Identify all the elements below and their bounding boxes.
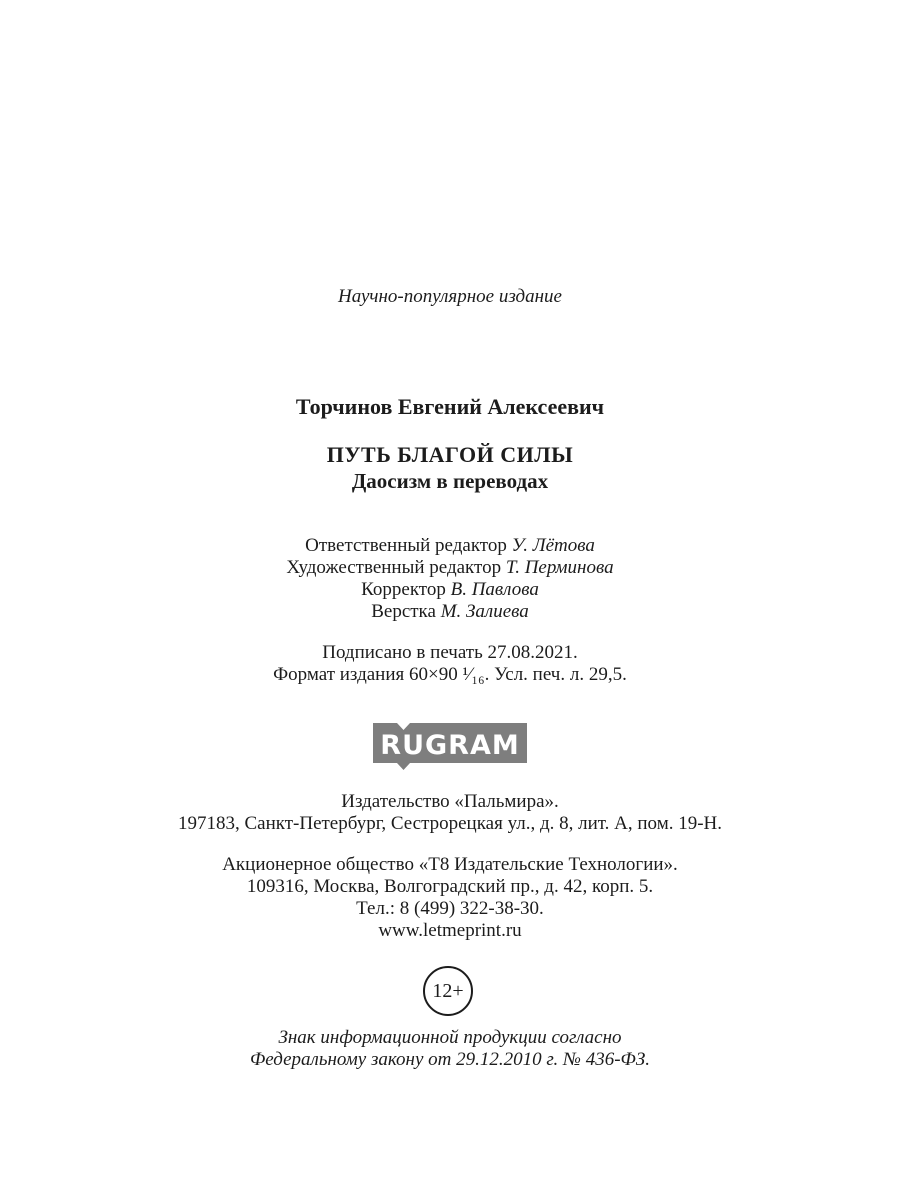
rugram-logo-graphic — [373, 721, 527, 770]
age-rating-badge: 12+ — [423, 966, 473, 1016]
book-subtitle: Даосизм в переводах — [351, 469, 549, 493]
staff-line-layout — [0, 601, 900, 623]
printing-company-address-line: 109316, Москва, Волгоградский пр., д. 42, корп. 5. — [246, 876, 654, 897]
age-note-line: Федеральному закону от 29.12.2010 г. № 436-ФЗ. — [250, 1049, 650, 1070]
staff-role: Художественный редактор — [286, 557, 502, 578]
staff-person: М. Залиева — [440, 601, 529, 622]
publisher-info — [0, 791, 900, 835]
publisher-name-line: Издательство «Пальмира». — [341, 791, 559, 812]
rugram-logo — [373, 721, 527, 770]
staff-credits — [0, 535, 900, 623]
staff-person: В. Павлова — [450, 579, 539, 600]
edition-note: Научно-популярное издание — [337, 286, 562, 307]
author-name: Торчинов Евгений Алексеевич — [295, 394, 605, 419]
book-title: ПУТЬ БЛАГОЙ СИЛЫ — [326, 442, 574, 467]
printing-company-info — [0, 854, 900, 942]
staff-role: Верстка — [371, 601, 436, 622]
age-rating-note — [0, 1027, 900, 1071]
printing-company-name-line: Акционерное общество «Т8 Издательские Технологии». — [222, 854, 678, 875]
staff-role: Ответственный редактор — [305, 535, 507, 556]
age-note-line: Знак информационной продукции согласно — [278, 1027, 622, 1048]
printing-company-website: www.letmeprint.ru — [378, 920, 522, 941]
rugram-logo-text: RUGRAM — [380, 730, 520, 761]
publisher-address-line: 197183, Санкт-Петербург, Сестрорецкая ул., д. 8, лит. А, пом. 19-Н. — [177, 813, 723, 834]
staff-person: Т. Перминова — [505, 557, 614, 578]
staff-role: Корректор — [361, 579, 446, 600]
staff-line-editor — [0, 535, 900, 557]
print-date-line: Подписано в печать 27.08.2021. — [322, 642, 578, 663]
print-format-line: Формат издания 60×90 ¹⁄₁₆. Усл. печ. л. 29,5. — [273, 664, 627, 685]
print-info — [0, 642, 900, 686]
staff-line-proofreader — [0, 579, 900, 601]
staff-line-art-editor — [0, 557, 900, 579]
printing-company-phone-line: Тел.: 8 (499) 322-38-30. — [356, 898, 544, 919]
staff-person: У. Лётова — [511, 535, 595, 556]
